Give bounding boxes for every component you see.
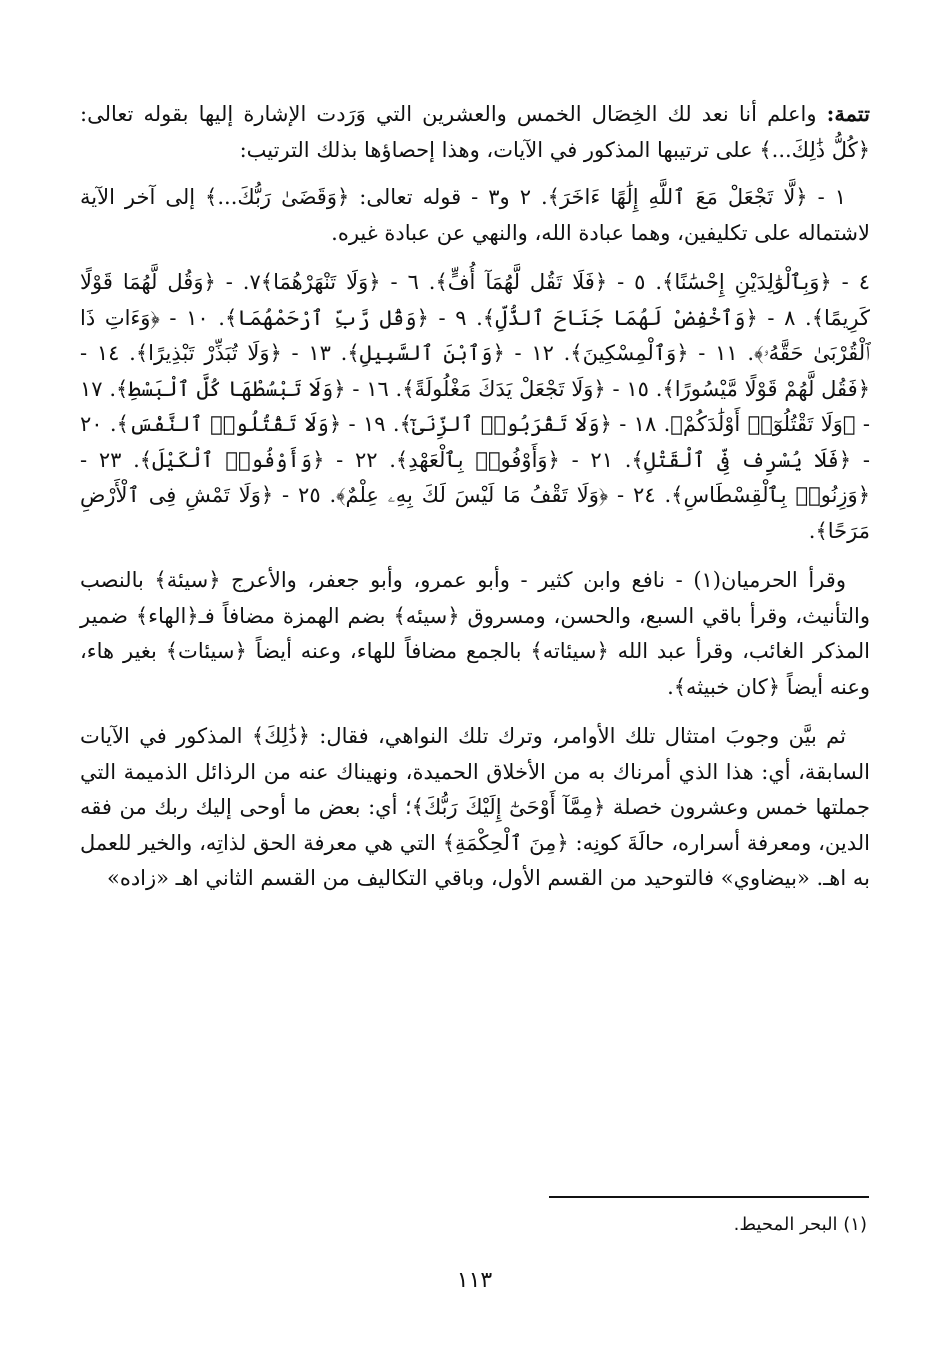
paragraph-text: واعلم أنا نعد لك الخِصَال الخمس والعشرين التي وَرَدت الإشارة إليها بقوله تعالى: ﴿كُلُّ ذَٰلِكَ...﴾ على ترتيبها المذكور في الآيات، وهذا إحصاؤها بذلك الترتيب: [80,102,870,162]
paragraph-lead-word: تتمة: [826,101,870,126]
footnote-divider [549,1196,869,1198]
page-body [80,96,870,911]
footnote: (١) البحر المحيط. [733,1214,867,1235]
paragraph-explanation [80,719,870,897]
paragraph-items-4-25 [80,265,870,549]
paragraph-text: ٤ - ﴿وَبِٱلْوَٰلِدَيْنِ إِحْسَٰنًا﴾. ٥ - ﴿فَلَا تَقُل لَّهُمَآ أُفٍّ﴾. ٦ - ﴿وَلَا تَنْهَرْهُمَا﴾٧. - ﴿وَقُل لَّهُمَا قَوْلًا كَرِيمًا﴾. ٨ - ﴿وَٱخْفِضْ لَهُمَا جَنَاحَ ٱلذُّلِّ﴾. ٩ - ﴿وَقُل رَّبِّ ٱرْحَمْهُمَا﴾. ١٠ - ﴿وَءَاتِ ذَا ٱلْقُرْبَىٰ حَقَّهُۥ﴾. ١١ - ﴿وَٱلْمِسْكِينَ﴾. ١٢ - ﴿وَٱبْنَ ٱلسَّبِيلِ﴾. ١٣ - ﴿وَلَا تُبَذِّرْ تَبْذِيرًا﴾. ١٤ - ﴿فَقُل لَّهُمْ قَوْلًا مَّيْسُورًا﴾. ١٥ - ﴿وَلَا تَجْعَلْ يَدَكَ مَغْلُولَةً﴾. ١٦ - ﴿وَلَا تَبْسُطْهَا كُلَّ ٱلْبَسْطِ﴾. ١٧ - ﴿وَلَا تَقْتُلُوٓا۟ أَوْلَٰدَكُمْ﴾. ١٨ - ﴿وَلَا تَقْرَبُوا۟ ٱلزِّنَىٰٓ﴾. ١٩ - ﴿وَلَا تَقْتُلُوا۟ ٱلنَّفْسَ﴾. ٢٠ - ﴿فَلَا يُسْرِف فِّى ٱلْقَتْلِ﴾. ٢١ - ﴿وَأَوْفُوا۟ بِٱلْعَهْدِ﴾. ٢٢ - ﴿وَأَوْفُوا۟ ٱلْكَيْلَ﴾. ٢٣ - ﴿وَزِنُوا۟ بِٱلْقِسْطَاسِ﴾. ٢٤ - ﴿وَلَا تَقْفُ مَا لَيْسَ لَكَ بِهِۦ عِلْمٌ﴾. ٢٥ - ﴿وَلَا تَمْشِ فِى ٱلْأَرْضِ مَرَحًا﴾. [80,270,871,543]
page-number: ١١٣ [456,1268,493,1293]
paragraph-tatimma [80,96,870,168]
paragraph-text: وقرأ الحرميان(١) - نافع وابن كثير - وأبو عمرو، وأبو جعفر، والأعرج ﴿سيئة﴾ بالنصب والتأنيث، وقرأ باقي السبع، والحسن، ومسروق ﴿سيئه﴾ بضم الهمزة مضافاً فـ﴿الهاء﴾ ضمير المذكر الغائب، وقرأ عبد الله ﴿سيئاته﴾ بالجمع مضافاً للهاء، وعنه أيضاً ﴿سيئات﴾ بغير هاء، وعنه أيضاً ﴿كان خبيثه﴾. [80,568,870,699]
paragraph-readings [80,563,870,705]
paragraph-items-1-3 [80,180,870,251]
paragraph-text: ١ - ﴿لَّا تَجْعَلْ مَعَ ٱللَّهِ إِلَٰهًا ءَاخَرَ﴾. ٢ و٣ - قوله تعالى: ﴿وَقَضَىٰ رَبُّكَ...﴾ إلى آخر الآية لاشتماله على تكليفين، وهما عبادة الله، والنهي عن عبادة غيره. [80,185,870,245]
paragraph-text: ثم بيَّن وجوبَ امتثال تلك الأوامر، وترك تلك النواهي، فقال: ﴿ذَٰلِكَ﴾ المذكور في الآيات السابقة، أي: هذا الذي أمرناك به من الأخلاق الحميدة، ونهيناك عنه من الرذائل الذميمة التي جملتها خمس وعشرون خصلة ﴿مِمَّآ أَوْحَىٰٓ إِلَيْكَ رَبُّكَ﴾؛ أي: بعض ما أوحى إليك ربك من فقه الدين، ومعرفة أسراره، حالَةَ كونِه: ﴿مِنَ ٱلْحِكْمَةِ﴾ التي هي معرفة الحق لذاتِه، والخير للعمل به اهـ. «بيضاوي» فالتوحيد من القسم الأول، وباقي التكاليف من القسم الثاني اهـ «زاده» [80,724,870,890]
